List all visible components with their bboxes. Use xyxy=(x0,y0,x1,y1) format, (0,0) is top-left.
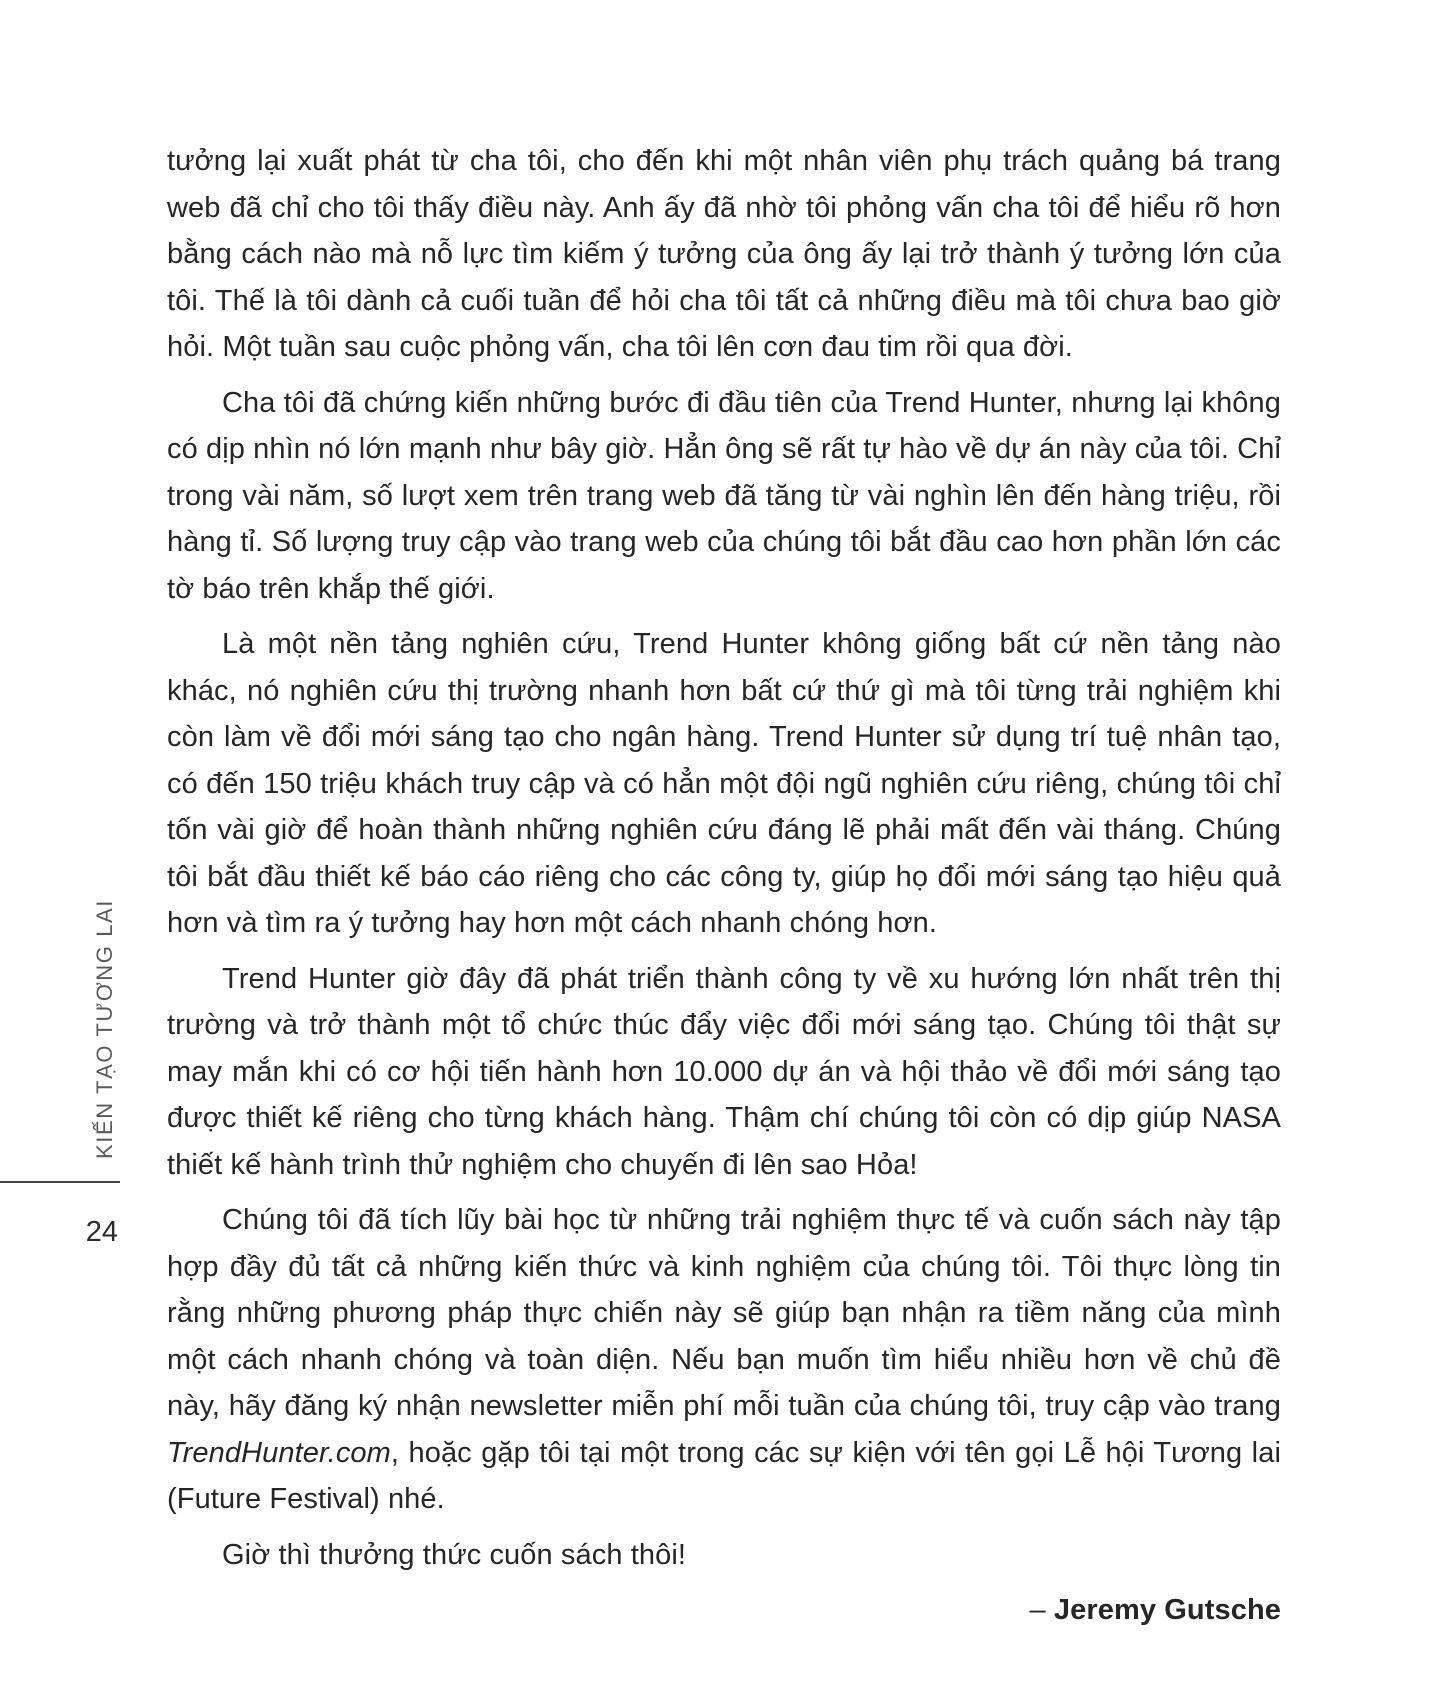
page-body-text xyxy=(167,138,1281,1643)
body-paragraph-2: Cha tôi đã chứng kiến những bước đi đầu tiên của Trend Hunter, nhưng lại không có dịp nhìn nó lớn mạnh như bây giờ. Hẳn ông sẽ rất tự hào về dự án này của tôi. Chỉ trong vài năm, số lượt xem trên trang web đã tăng từ vài nghìn lên đến hàng triệu, rồi hàng tỉ. Số lượng truy cập vào trang web của chúng tôi bắt đầu cao hơn phần lớn các tờ báo trên khắp thế giới. xyxy=(167,386,1281,605)
body-paragraph-3: Là một nền tảng nghiên cứu, Trend Hunter không giống bất cứ nền tảng nào khác, nó nghiên cứu thị trường nhanh hơn bất cứ thứ gì mà tôi từng trải nghiệm khi còn làm về đổi mới sáng tạo cho ngân hàng. Trend Hunter sử dụng trí tuệ nhân tạo, có đến 150 triệu khách truy cập và có hẳn một đội ngũ nghiên cứu riêng, chúng tôi chỉ tốn vài giờ để hoàn thành những nghiên cứu đáng lẽ phải mất đến vài tháng. Chúng tôi bắt đầu thiết kế báo cáo riêng cho các công ty, giúp họ đổi mới sáng tạo hiệu quả hơn và tìm ra ý tưởng hay hơn một cách nhanh chóng hơn. xyxy=(167,628,1281,939)
folio-divider-rule xyxy=(0,1181,120,1183)
body-paragraph-4: Trend Hunter giờ đây đã phát triển thành công ty về xu hướng lớn nhất trên thị trường và trở thành một tổ chức thúc đẩy việc đổi mới sáng tạo. Chúng tôi thật sự may mắn khi có cơ hội tiến hành hơn 10.000 dự án và hội thảo về đổi mới sáng tạo được thiết kế riêng cho từng khách hàng. Thậm chí chúng tôi còn có dịp giúp NASA thiết kế hành trình thử nghiệm cho chuyến đi lên sao Hỏa! xyxy=(167,962,1281,1181)
body-paragraph-5 xyxy=(167,1197,1281,1523)
body-paragraph-1: tưởng lại xuất phát từ cha tôi, cho đến khi một nhân viên phụ trách quảng bá trang web đã chỉ cho tôi thấy điều này. Anh ấy đã nhờ tôi phỏng vấn cha tôi để hiểu rõ hơn bằng cách nào mà nỗ lực tìm kiếm ý tưởng của ông ấy lại trở thành ý tưởng lớn của tôi. Thế là tôi dành cả cuối tuần để hỏi cha tôi tất cả những điều mà tôi chưa bao giờ hỏi. Một tuần sau cuộc phỏng vấn, cha tôi lên cơn đau tim rồi qua đời. xyxy=(167,145,1281,363)
signature-dash: – xyxy=(1029,1594,1046,1626)
paragraph-5-text-after: , hoặc gặp tôi tại một trong các sự kiện với tên gọi Lễ hội Tương lai (Future Festival) nhé. xyxy=(167,1436,1281,1515)
spine-title-label: KIẾN TẠO TƯƠNG LAI xyxy=(92,898,117,1160)
trendhunter-url: TrendHunter.com xyxy=(167,1436,391,1469)
author-name: Jeremy Gutsche xyxy=(1053,1594,1281,1626)
paragraph-5-text-before: Chúng tôi đã tích lũy bài học từ những trải nghiệm thực tế và cuốn sách này tập hợp đầy đủ tất cả những kiến thức và kinh nghiệm của chúng tôi. Tôi thực lòng tin rằng những phương pháp thực chiến này sẽ giúp bạn nhận ra tiềm năng của mình một cách nhanh chóng và toàn diện. Nếu bạn muốn tìm hiểu nhiều hơn về chủ đề này, hãy đăng ký nhận newsletter miễn phí mỗi tuần của chúng tôi, truy cập vào trang xyxy=(167,1204,1281,1422)
body-paragraph-6: Giờ thì thưởng thức cuốn sách thôi! xyxy=(222,1538,687,1571)
author-signature xyxy=(167,1587,1281,1634)
page-number: 24 xyxy=(85,1216,118,1248)
